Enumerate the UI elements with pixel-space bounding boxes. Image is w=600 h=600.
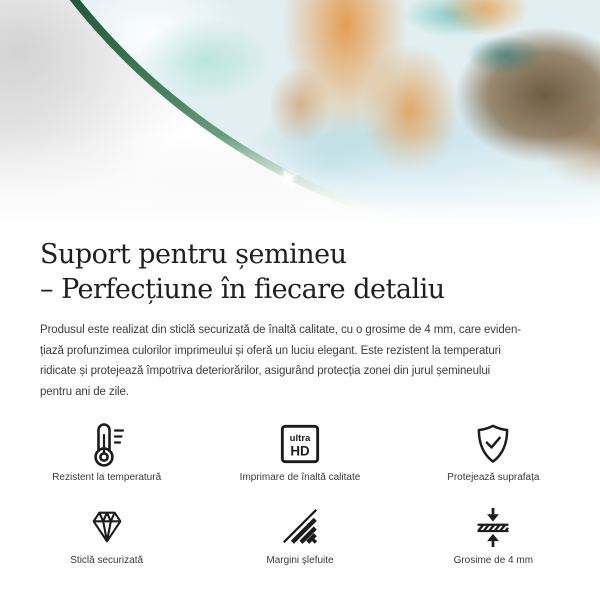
feature-temperature <box>10 422 203 483</box>
feature-thickness <box>397 505 590 566</box>
feature-label: Protejează suprafața <box>447 472 540 483</box>
hero-white-fade <box>0 0 600 233</box>
diamond-icon <box>86 505 128 549</box>
description-line: țiază profunzimea culorilor imprimeului și oferă un luciu elegant. Este rezistent la temperaturi <box>40 344 501 357</box>
ultra-hd-icon <box>279 422 321 466</box>
polished-edges-icon <box>279 505 321 549</box>
description-line: pentru ani de zile. <box>40 385 129 398</box>
thermometer-icon <box>86 422 128 466</box>
page-title <box>40 237 560 307</box>
ultra-hd-icon-text-bottom: HD <box>290 443 310 459</box>
feature-label: Imprimare de înaltă calitate <box>239 472 361 483</box>
ultra-hd-icon-text-top: ultra <box>289 433 311 445</box>
title-line-2: – Perfecțiune în fiecare detaliu <box>40 274 445 305</box>
product-info-section <box>0 237 600 402</box>
thickness-icon <box>473 505 513 549</box>
feature-tempered-glass <box>10 505 203 566</box>
product-hero-image <box>0 0 600 233</box>
feature-label: Rezistent la temperatură <box>52 472 162 483</box>
title-line-1: Suport pentru șemineu <box>40 239 347 270</box>
feature-polished-edges <box>203 505 396 566</box>
shield-check-icon <box>472 422 514 466</box>
feature-label: Margini șlefuite <box>266 555 334 566</box>
feature-label: Sticlă securizată <box>70 555 144 566</box>
features-grid <box>10 414 590 566</box>
product-description <box>40 320 560 402</box>
description-line: ridicate și protejează împotriva deteriorărilor, asigurând protecția zonei din jurul șemineului <box>40 365 491 377</box>
feature-protects-surface <box>397 422 590 483</box>
feature-print-quality <box>203 422 396 483</box>
description-line: Produsul este realizat din sticlă securizată de înaltă calitate, cu o grosime de 4 mm, care eviden- <box>40 324 522 336</box>
feature-label: Grosime de 4 mm <box>453 555 534 566</box>
